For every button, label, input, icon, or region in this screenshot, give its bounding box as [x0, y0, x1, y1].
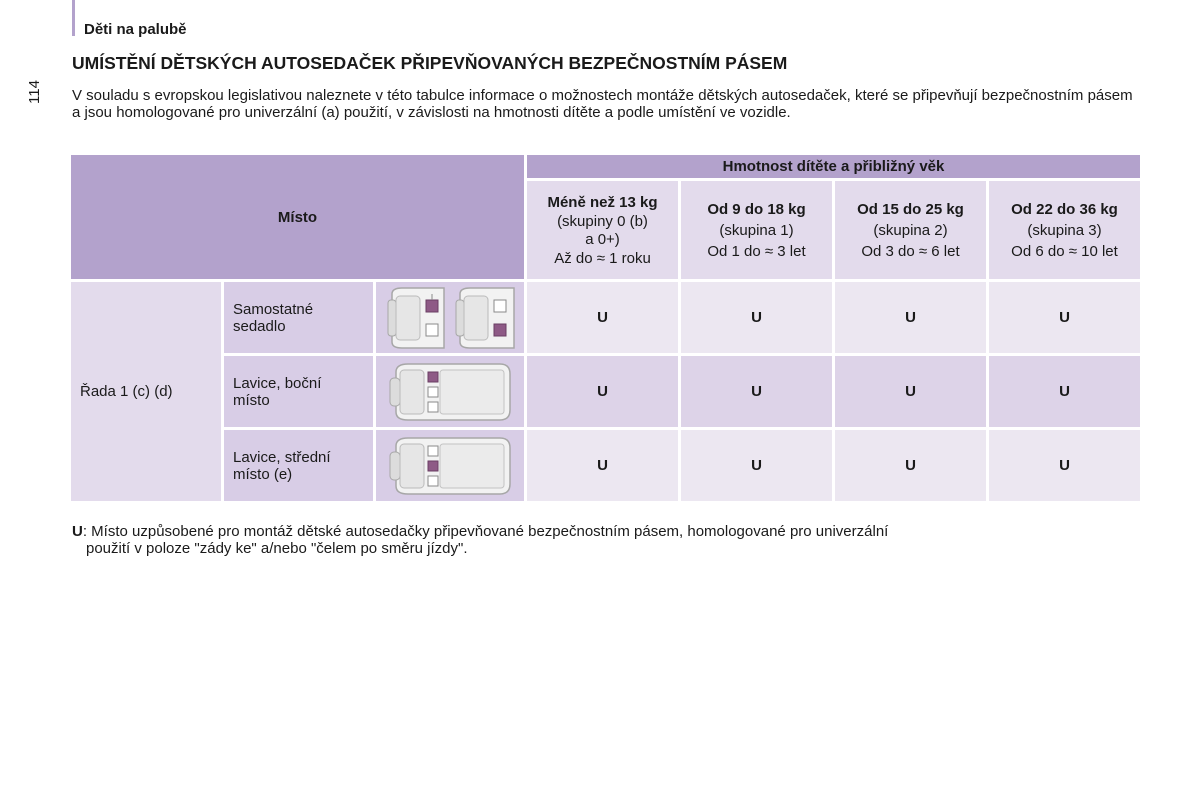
seat-type-label — [224, 356, 373, 427]
seat-type-line: místo — [233, 391, 270, 409]
seat-type-line: sedadlo — [233, 317, 286, 335]
value-cell: U — [835, 430, 986, 501]
group-age: Od 3 do ≈ 6 let — [861, 242, 960, 260]
footnote-text-continued: použití v poloze "zády ke" a/nebo "čelem po směru jízdy". — [86, 540, 468, 557]
footnote — [72, 523, 1137, 557]
seat-type-line: Lavice, boční — [233, 374, 322, 392]
group-header-2 — [835, 181, 986, 279]
group-title: Méně než 13 kg — [547, 193, 658, 211]
group-age: Až do ≈ 1 roku — [554, 249, 651, 267]
footnote-text: : Místo uzpůsobené pro montáž dětské autosedačky připevňované bezpečnostním pásem, homologované pro univerzální — [82, 523, 889, 540]
seat-type-line: místo (e) — [233, 465, 293, 483]
group-line: (skupina 1) — [719, 221, 794, 239]
value-cell: U — [989, 282, 1140, 353]
intro-paragraph: V souladu s evropskou legislativou naleznete v této tabulce informace o možnostech montáže dětských autosedaček, které se připevňují bezpečnostním pásem a jsou homologované pro univerzální (a) použití, v závislosti na hmotnosti dítěte a podle umístění ve vozidle. — [72, 87, 1133, 121]
seat-type-line: Samostatné — [233, 300, 314, 318]
value-cell: U — [527, 282, 678, 353]
page-header: Děti na palubě — [84, 21, 187, 38]
group-header-0 — [527, 181, 678, 279]
section-title: UMÍSTĚNÍ DĚTSKÝCH AUTOSEDAČEK PŘIPEVŇOVANÝCH BEZPEČNOSTNÍM PÁSEM — [72, 53, 788, 73]
table-row — [71, 356, 1140, 427]
weight-header: Hmotnost dítěte a přibližný věk — [527, 155, 1140, 178]
group-title: Od 9 do 18 kg — [707, 200, 806, 218]
value-cell: U — [989, 430, 1140, 501]
group-line: (skupiny 0 (b) — [557, 212, 648, 230]
table-row — [71, 282, 1140, 353]
car-bench-side-diagram-icon — [382, 360, 518, 424]
place-header: Místo — [71, 155, 524, 279]
seat-diagram-cell — [376, 430, 524, 501]
row-label: Řada 1 (c) (d) — [71, 282, 221, 501]
child-seat-table — [68, 152, 1143, 504]
group-title: Od 15 do 25 kg — [857, 200, 964, 218]
group-line: a 0+) — [585, 230, 620, 248]
group-title: Od 22 do 36 kg — [1011, 200, 1118, 218]
seat-type-label — [224, 282, 373, 353]
group-line: (skupina 3) — [1027, 221, 1102, 239]
value-cell: U — [681, 356, 832, 427]
seat-diagram-cell — [376, 282, 524, 353]
group-line: (skupina 2) — [873, 221, 948, 239]
header-accent-bar — [72, 0, 75, 36]
seat-type-line: Lavice, střední — [233, 448, 331, 466]
value-cell: U — [989, 356, 1140, 427]
group-age: Od 1 do ≈ 3 let — [707, 242, 806, 260]
value-cell: U — [527, 430, 678, 501]
value-cell: U — [835, 282, 986, 353]
page-number: 114 — [26, 80, 43, 104]
seat-type-label — [224, 430, 373, 501]
car-bench-middle-diagram-icon — [382, 434, 518, 498]
footnote-key: U — [72, 523, 83, 540]
group-header-3 — [989, 181, 1140, 279]
group-header-1 — [681, 181, 832, 279]
table-row — [71, 430, 1140, 501]
value-cell: U — [681, 430, 832, 501]
value-cell: U — [681, 282, 832, 353]
seat-diagram-cell — [376, 356, 524, 427]
group-age: Od 6 do ≈ 10 let — [1011, 242, 1118, 260]
value-cell: U — [835, 356, 986, 427]
value-cell: U — [527, 356, 678, 427]
car-seat-diagram-icon — [382, 286, 518, 350]
